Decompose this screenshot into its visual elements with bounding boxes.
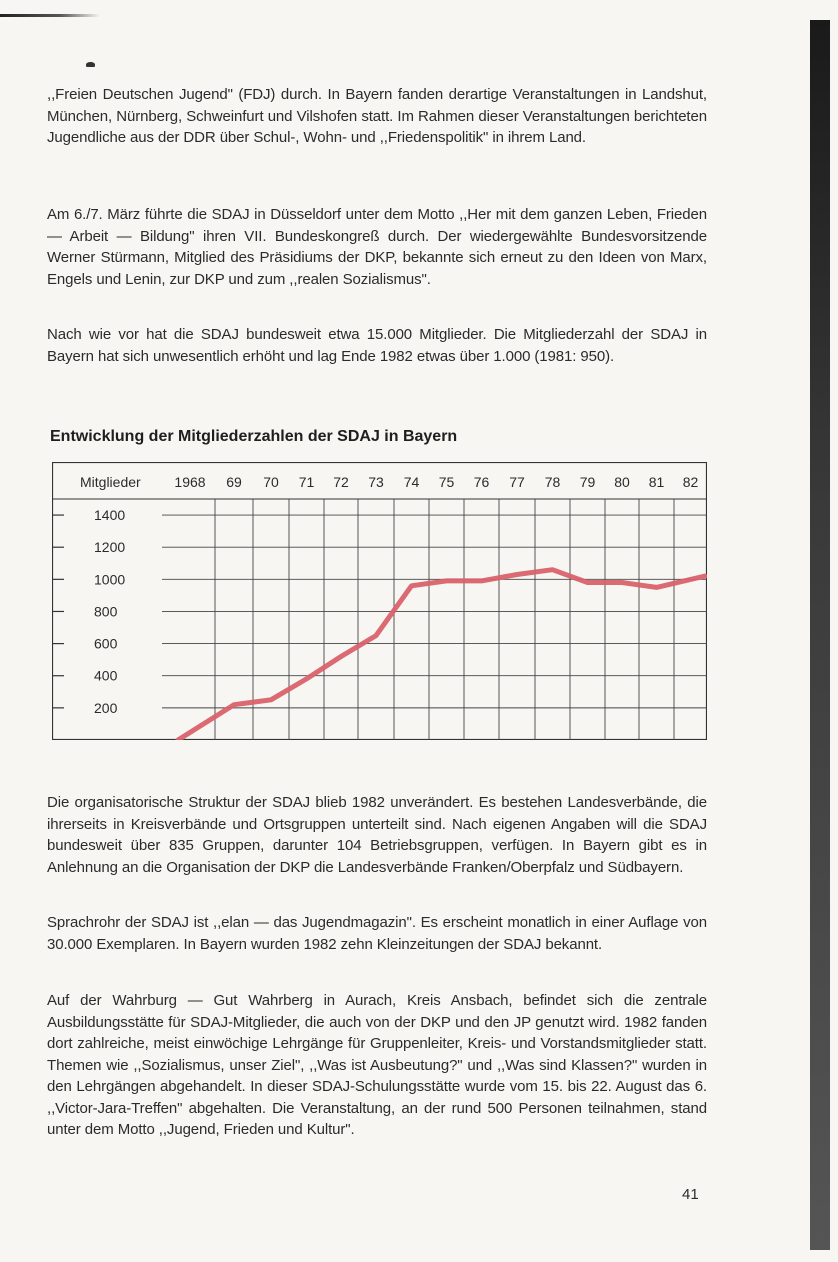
page-number: 41 — [682, 1186, 699, 1203]
x-tick-label: 81 — [648, 474, 665, 490]
y-tick-label: 200 — [94, 699, 118, 716]
paragraph-elan: Sprachrohr der SDAJ ist ,,elan — das Jugendmagazin". Es erscheint monatlich in einer Auflage von 30.000 Exemplaren. In Bayern wurden 1982 zehn Kleinzeitungen der SDAJ bekannt. — [47, 914, 707, 953]
x-tick-label: 1968 — [174, 474, 206, 490]
book-binding-edge — [810, 20, 830, 1250]
chart-frame — [53, 463, 707, 740]
paragraph-wahrburg: Auf der Wahrburg — Gut Wahrberg in Aurach, Kreis Ansbach, befindet sich die zentrale Ausbildungsstätte für SDAJ-Mitglieder, die auch von der DKP und den JP genutzt wird. 1982 fanden dort zahlreiche, meist einwöchige Lehrgänge für Gruppenleiter, Kreis- und Vorstandsmitglieder statt. Themen wie ,,Sozialismus, unser Ziel", ,,Was ist Ausbeutung?" und ,,Was sind Klassen?" wurden in den Lehrgängen abgehandelt. In dieser SDAJ-Schulungsstätte wurde vom 15. bis 22. August das 6. ,,Victor-Jara-Treffen" abgehalten. Die Veranstaltung, an der rund 500 Personen teilnahmen, stand unter dem Motto ,,Jugend, Frieden und Kultur". — [47, 992, 707, 1138]
x-tick-label: 80 — [614, 474, 630, 490]
y-tick-label: 600 — [94, 635, 118, 652]
paragraph-mitglieder: Nach wie vor hat die SDAJ bundesweit etwa 15.000 Mitglieder. Die Mitgliederzahl der SDAJ in Bayern hat sich unwesentlich erhöht und lag Ende 1982 etwas über 1.000 (1981: 950). — [47, 326, 707, 365]
x-tick-label: 79 — [579, 474, 596, 490]
y-tick-label: 1200 — [94, 539, 126, 556]
x-tick-label: 72 — [333, 474, 349, 490]
x-tick-label: 71 — [298, 474, 315, 490]
x-tick-label: 75 — [438, 474, 455, 490]
x-tick-label: 70 — [263, 474, 279, 490]
page-corner-mark — [0, 14, 100, 17]
x-tick-label: 73 — [368, 474, 384, 490]
page-ink-speck — [86, 62, 95, 67]
y-tick-label: 1000 — [94, 571, 126, 588]
y-tick-label: 400 — [94, 667, 118, 684]
y-tick-label: 800 — [94, 603, 118, 620]
x-tick-label: 74 — [403, 474, 420, 490]
x-tick-label: 78 — [544, 474, 561, 490]
chart-header-label: Mitglieder — [80, 474, 141, 490]
x-tick-label: 77 — [509, 474, 525, 490]
y-tick-label: 1400 — [94, 507, 126, 524]
chart-svg — [52, 462, 707, 740]
paragraph-struktur: Die organisatorische Struktur der SDAJ blieb 1982 unverändert. Es bestehen Landesverbände, die ihrerseits in Kreisverbände und Ortsgruppen unterteilt sind. Nach eigenen Angaben will die SDAJ bundesweit über 835 Gruppen, darunter 104 Betriebsgruppen, verfügen. In Bayern gibt es in Anlehnung an die Organisation der DKP die Landesverbände Franken/Oberpfalz und Südbayern. — [47, 794, 707, 876]
membership-series-line — [178, 570, 705, 740]
paragraph-bundeskongress: Am 6./7. März führte die SDAJ in Düsseldorf unter dem Motto ,,Her mit dem ganzen Leben, Frieden — Arbeit — Bildung" ihren VII. Bundeskongreß durch. Der wiedergewählte Bundesvorsitzende Werner Stürmann, Mitglied des Präsidiums der DKP, bekannte sich erneut zu den Ideen von Marx, Engels und Lenin, zur DKP und zum ,,realen Sozialismus". — [47, 206, 707, 288]
x-tick-label: 76 — [473, 474, 490, 490]
membership-chart — [52, 462, 707, 740]
x-tick-label: 69 — [226, 474, 242, 490]
x-tick-label: 82 — [682, 474, 699, 490]
chart-title: Entwicklung der Mitgliederzahlen der SDAJ in Bayern — [50, 428, 458, 445]
paragraph-fdj: ,,Freien Deutschen Jugend" (FDJ) durch. In Bayern fanden derartige Veranstaltungen in Landshut, München, Nürnberg, Schweinfurt und Vilshofen statt. Im Rahmen dieser Veranstaltungen berichteten Jugendliche aus der DDR über Schul-, Wohn- und ,,Friedenspolitik" in ihrem Land. — [47, 86, 707, 146]
